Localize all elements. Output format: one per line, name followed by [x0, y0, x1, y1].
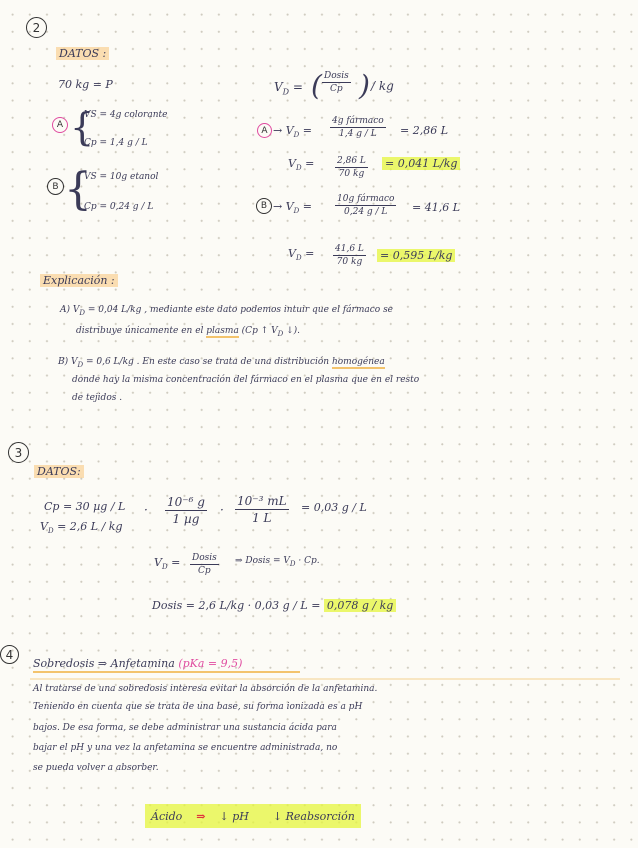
case-a-cp: Cp = 1,4 g / L	[84, 138, 148, 148]
cp-value-3: Cp = 30 µg / L	[44, 500, 126, 513]
brace-a: {	[70, 105, 95, 149]
conv-result: = 0,03 g / L	[301, 501, 367, 514]
section-number-4: 4	[0, 645, 19, 664]
calc-a-marker: A	[257, 123, 272, 138]
vd-formula-tail: / kg	[371, 79, 394, 93]
conv-fraction-2: 10⁻³ mL 1 L	[237, 494, 287, 525]
case-a-marker: A	[52, 117, 68, 133]
flow-acido: Ácido	[151, 809, 183, 823]
conv-dot-1: ·	[144, 503, 148, 517]
explicacion-heading: Explicación :	[40, 274, 118, 287]
section-number-3: 3	[8, 442, 29, 463]
calc-b1-fraction: 10g fármaco 0,24 g / L	[337, 194, 395, 217]
brace-b: {	[64, 164, 92, 215]
calc-b2-result: = 0,595 L/kg	[377, 249, 455, 262]
vd-formula-paren-open: (	[311, 69, 322, 102]
vd-formula-lhs: $V_D$ =	[274, 80, 303, 97]
flow-reabsorcion: ↓ Reabsorción	[272, 809, 355, 823]
conv-fraction-1: 10⁻⁶ g 1 µg	[167, 495, 205, 526]
calc-b2-lhs: $V_D$ =	[288, 247, 315, 263]
datos-label-3: DATOS:	[34, 465, 84, 478]
flow-ph: ↓ pH	[219, 809, 249, 823]
calc-b1-lhs: → $V_D$ =	[273, 200, 313, 216]
calc-a1-lhs: → $V_D$ =	[273, 124, 313, 140]
s4-line1: Al tratarse de una sobredosis interesa evitar la absorción de la anfetamina.	[33, 684, 378, 694]
explanation-a-line2: distribuye únicamente en el plasma (Cp ↑ $V_D$ ↓).	[76, 326, 301, 338]
calc-b1-result: = 41,6 L	[412, 201, 461, 214]
calc-a2-lhs: $V_D$ =	[288, 157, 315, 173]
calc-a1-result: = 2,86 L	[400, 124, 449, 137]
section4-title: Sobredosis ⇒ Anfetamina (pKa = 9,5)	[33, 657, 243, 670]
explanation-b-line3: de tejidos .	[72, 393, 123, 403]
explanation-a-line1: A) $V_D = 0,04$ L/kg , mediante este dato podemos intuir que el fármaco se	[60, 305, 394, 317]
vd-formula-fraction: Dosis Cp	[324, 71, 349, 94]
calc-a2-result: = 0,041 L/kg	[382, 157, 460, 170]
s4-line3: bajos. De esa forma, se debe administrar una sustancia ácida para	[33, 723, 337, 733]
calc-a2-fraction: 2,86 L 70 kg	[337, 156, 366, 179]
weight-line: 70 kg = P	[58, 78, 113, 91]
s4-line4: bajar el pH y una vez la anfetamina se encuentre administrada, no	[33, 743, 338, 753]
vd-formula-paren-close: )	[359, 69, 370, 102]
case-b-marker: B	[47, 178, 64, 195]
vd-value-3: $V_D = 2,6$ L / kg	[40, 520, 123, 536]
datos-label-2: DATOS :	[56, 47, 109, 60]
flow-arrow-icon: ⇒	[196, 809, 206, 823]
summary-flow	[145, 804, 361, 828]
section-number-2: 2	[26, 17, 47, 38]
f3-rearranged: ⇒ Dosis = $V_D \cdot Cp$.	[235, 556, 320, 568]
s4-line5: se pueda volver a absorber.	[33, 763, 159, 773]
calc-a1-fraction: 4g fármaco 1,4 g / L	[332, 116, 384, 139]
dosis-calculation: Dosis = 2,6 L/kg · 0,03 g / L = 0,078 g / kg	[152, 599, 396, 612]
conv-dot-2: ·	[220, 503, 224, 517]
explanation-b-line2: donde hay la misma concentración del fármaco en el plasma que en el resto	[72, 375, 420, 385]
case-a-vs: VS = 4g colorante	[84, 110, 168, 120]
calc-b-marker: B	[256, 198, 272, 214]
explanation-b-line1: B) $V_D = 0,6$ L/kg . En este caso se trata de una distribución homogénea	[58, 357, 385, 369]
case-b-cp: Cp = 0,24 g / L	[84, 202, 154, 212]
s4-line2: Teniendo en cuenta que se trata de una base, su forma ionizada es a pH	[33, 702, 363, 712]
f3-fraction: Dosis Cp	[192, 553, 217, 576]
calc-b2-fraction: 41,6 L 70 kg	[335, 244, 364, 267]
case-b-vs: VS = 10g etanol	[84, 172, 159, 182]
f3-lhs: $V_D$ =	[154, 556, 181, 572]
